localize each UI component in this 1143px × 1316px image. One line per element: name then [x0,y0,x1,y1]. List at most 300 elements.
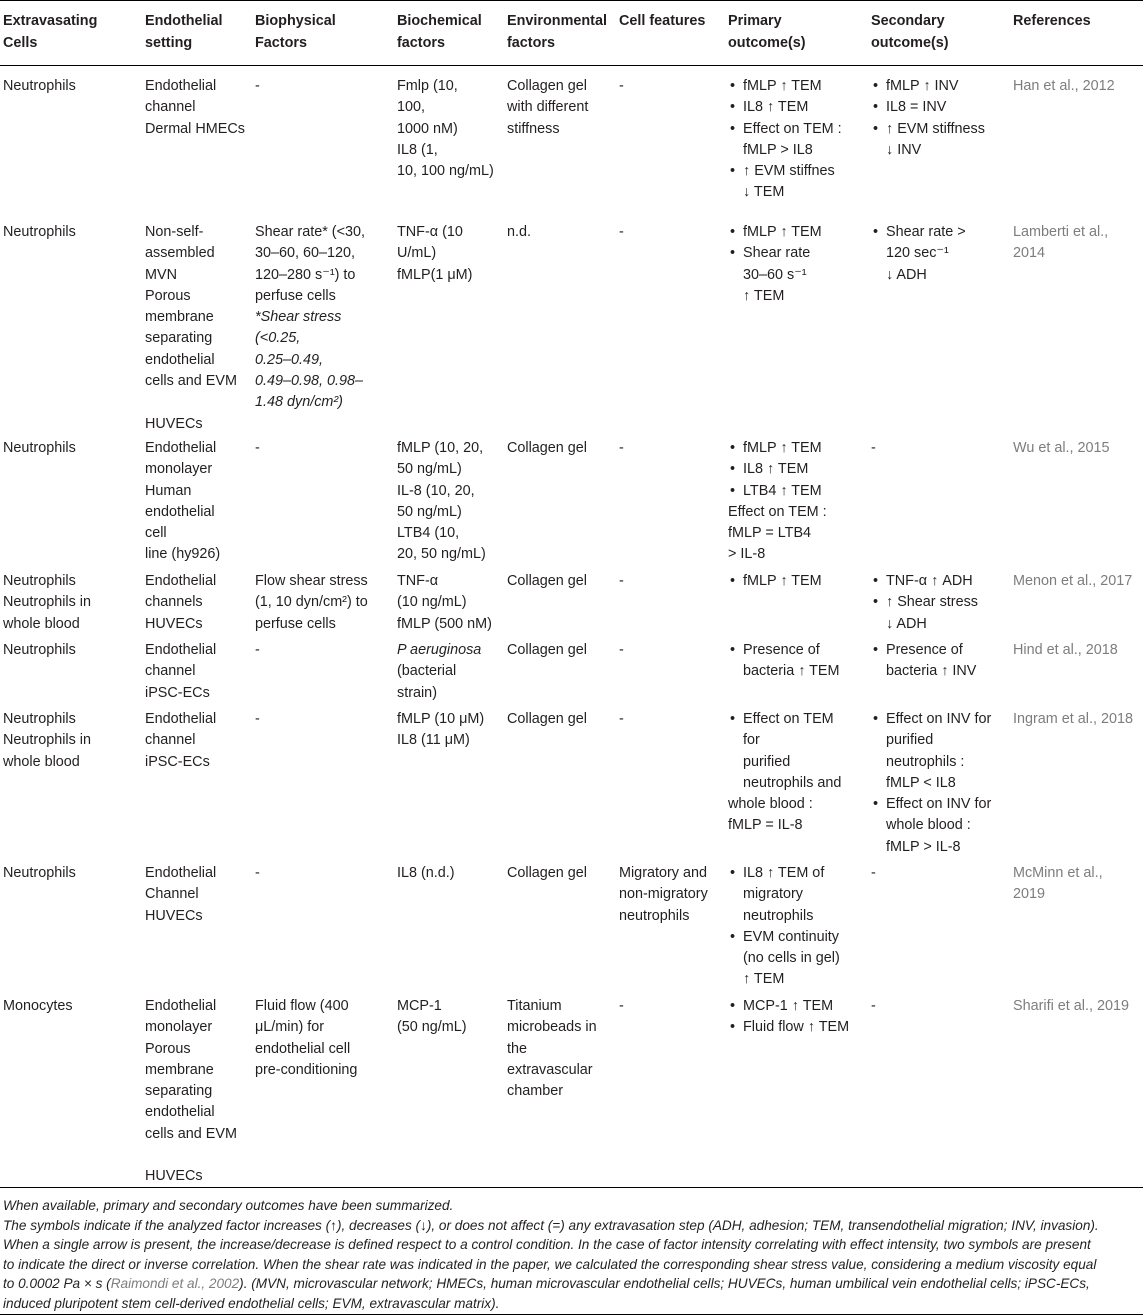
reference-link[interactable]: Lamberti et al., [1013,224,1109,240]
table-row [0,853,1143,986]
header-label: setting [145,34,193,51]
cell-text: HUVECs [145,907,203,924]
cell-text: - [255,711,260,727]
reference-link[interactable]: Han et al., 2012 [1013,78,1115,94]
cell-text: monolayer [145,461,213,478]
footnote-line: When a single arrow is present, the increase/decrease is defined respect to a control condition. In the case of factor intensity correlating with effect intensity, two symbols are present [3,1237,1091,1253]
cell-primary-outcomes [728,863,840,991]
table-row [0,630,1143,699]
cell-cell-features [619,76,624,97]
cell-text: with different [507,99,589,116]
cell-biochemical-factors [397,76,494,182]
cell-text: Porous [145,1040,191,1057]
footnote-line: induced pluripotent stem cell-derived endothelial cells; EVM, extravascular matrix). [3,1295,500,1311]
reference-link[interactable]: Hind et al., 2018 [1013,642,1118,658]
bullet-item: • Effect on INV for [871,794,991,815]
cell-text: (10 ng/mL) [397,594,467,611]
bullet-item: • IL8 ↑ TEM [728,459,827,480]
cell-references[interactable] [1013,640,1118,661]
cell-text: Non-self- [145,224,204,240]
bullet-continuation: neutrophils and [743,774,842,791]
cell-text: neutrophils [619,907,690,924]
cell-text: HUVECs [145,1168,203,1185]
cell-text: - [619,440,624,456]
cell-extravasating-cells [3,222,76,243]
cell-text: HUVECs [145,415,203,432]
header-cell-references [1013,11,1091,33]
cell-text: 1000 nM) [397,120,458,137]
cell-text: Collagen gel [507,642,588,658]
header-cell-biochemical-factors [397,11,482,54]
cell-text: Neutrophils [3,573,76,589]
footnote-text: to 0.0002 Pa × s ( [3,1276,111,1292]
cell-text: Neutrophils in [3,732,91,749]
header-label: Endothelial [145,13,223,29]
cell-text: Human [145,482,192,499]
bullet-continuation: purified [886,732,934,749]
cell-text: - [255,642,260,658]
bullet-item: • Effect on INV for [871,709,991,730]
bullet-continuation: whole blood : [728,796,813,813]
cell-text: stiffness [507,120,560,137]
bullet-item: • EVM continuity [728,927,840,948]
cell-text: pre-conditioning [255,1061,358,1078]
cell-biophysical-factors [255,863,260,884]
cell-environmental-factors [507,863,587,884]
bullet-continuation: for [743,732,760,749]
cell-biophysical-factors [255,76,260,97]
reference-link[interactable]: Wu et al., 2015 [1013,440,1110,456]
header-cell-environmental-factors [507,11,607,54]
bullet-item: • Presence of [728,640,840,661]
cell-text: - [871,865,876,881]
cell-text: cells and EVM [145,373,237,390]
cell-text: perfuse cells [255,287,336,304]
table-row [0,986,1143,1187]
cell-cell-features [619,863,708,927]
cell-text: Migratory and [619,865,707,881]
header-cell-biophysical-factors [255,11,336,54]
cell-secondary-outcomes [871,996,876,1017]
cell-text: Neutrophils [3,642,76,658]
header-label: Biochemical [397,13,482,29]
cell-references[interactable] [1013,709,1133,730]
cell-cell-features [619,996,624,1017]
cell-text: (<0.25, [255,330,301,347]
cell-text: - [619,642,624,658]
reference-link[interactable]: 2019 [1013,886,1046,903]
cell-text: strain) [397,684,437,701]
cell-environmental-factors [507,640,587,661]
cell-environmental-factors [507,438,587,459]
cell-text: IL8 (11 μM) [397,732,470,749]
cell-secondary-outcomes [871,640,976,683]
cell-text: Neutrophils [3,78,76,94]
cell-biophysical-factors [255,709,260,730]
bullet-item: • IL8 ↑ TEM of [728,863,840,884]
cell-text: Collagen gel [507,711,588,727]
cell-references[interactable] [1013,996,1129,1017]
cell-text: fMLP (10, 20, [397,440,484,456]
cell-primary-outcomes [728,438,827,566]
cell-environmental-factors [507,222,531,243]
cell-text: whole blood [3,615,80,632]
cell-text: iPSC-ECs [145,753,210,770]
footnote-line: When available, primary and secondary outcomes have been summarized. [3,1198,454,1213]
bullet-item: • fMLP ↑ TEM [728,222,822,243]
footnote-line [0,1274,1143,1294]
bullet-item: • ↑ EVM stiffness [871,119,985,140]
bullet-continuation: ↑ TEM [743,287,785,304]
cell-text: channel [145,663,196,680]
cell-primary-outcomes [728,640,840,683]
reference-link[interactable]: Sharifi et al., 2019 [1013,998,1129,1014]
cell-secondary-outcomes [871,76,985,161]
cell-text: IL-8 (10, 20, [397,482,475,499]
cell-biochemical-factors [397,571,492,635]
cell-text: Endothelial [145,998,217,1014]
table-header-row [0,0,1143,66]
cell-text: the [507,1040,528,1057]
cell-text: IL8 (1, [397,141,438,158]
cell-text: endothelial [145,503,215,520]
cell-text: separating [145,330,213,347]
cell-text: Neutrophils [3,224,76,240]
cell-primary-outcomes [728,571,822,592]
cell-primary-outcomes [728,709,841,837]
cell-text: endothelial cell [255,1040,351,1057]
cell-text: separating [145,1083,213,1100]
cell-text: assembled [145,245,215,262]
cell-extravasating-cells [3,76,76,97]
cell-environmental-factors [507,996,597,1102]
cell-text [145,392,237,413]
cell-text: (50 ng/mL) [397,1019,467,1036]
cell-biochemical-factors [397,438,486,566]
cell-text: cell [145,525,167,542]
bullet-continuation: ↓ ADH [886,266,927,283]
cell-endothelial-setting [145,709,216,773]
cell-environmental-factors [507,709,587,730]
bullet-continuation: neutrophils [743,907,814,924]
cell-biochemical-factors [397,863,455,884]
cell-text: IL8 (n.d.) [397,865,455,881]
cell-primary-outcomes [728,76,842,204]
cell-extravasating-cells [3,863,76,884]
cell-text: TNF-α [397,573,439,589]
bullet-item: • fMLP ↑ TEM [728,571,822,592]
cell-environmental-factors [507,571,587,592]
bullet-item: • fMLP ↑ TEM [728,76,842,97]
cell-text: HUVECs [145,615,203,632]
reference-link[interactable]: 2014 [1013,245,1046,262]
cell-text: *Shear stress [255,309,342,326]
header-label: References [1013,13,1091,29]
cell-text: μL/min) for [255,1019,325,1036]
cell-text: - [619,78,624,94]
cell-biophysical-factors [255,640,260,661]
cell-extravasating-cells [3,996,73,1017]
header-cell-primary-outcomes [728,11,806,54]
cell-extravasating-cells [3,709,91,773]
cell-text: 30–60, 60–120, [255,245,356,262]
bullet-item: • Fluid flow ↑ TEM [728,1017,849,1038]
bullet-item: • TNF-α ↑ ADH [871,571,978,592]
cell-endothelial-setting [145,222,237,435]
cell-text: - [871,998,876,1014]
cell-text: line (hy926) [145,546,221,563]
cell-text: fMLP (10 μM) [397,711,485,727]
bullet-continuation: bacteria ↑ TEM [743,663,840,680]
bullet-item: • Effect on TEM [728,709,841,730]
cell-text: n.d. [507,224,532,240]
cell-references[interactable] [1013,863,1103,906]
cell-text: 20, 50 ng/mL) [397,546,486,563]
table-row [0,212,1143,432]
bullet-item: • Shear rate [728,243,822,264]
cell-primary-outcomes [728,996,849,1039]
cell-text: - [619,998,624,1014]
bullet-continuation: > IL-8 [728,546,766,563]
cell-environmental-factors [507,76,588,140]
cell-text: 120–280 s⁻¹) to [255,266,356,283]
cell-text: Endothelial [145,642,217,658]
cell-text: Collagen gel [507,78,588,94]
cell-text: - [871,440,876,456]
header-label: Environmental [507,13,607,29]
cell-biophysical-factors [255,222,365,414]
header-label: Biophysical [255,13,336,29]
footnote-line: The symbols indicate if the analyzed factor increases (↑), decreases (↓), or does not affect (=) any extravasation step (ADH, adhesion; TEM, transendothelial migration; INV, invasion). [3,1217,1099,1233]
table-row [0,66,1143,212]
table-footnotes [0,1187,1143,1314]
header-label: Secondary [871,13,945,29]
bullet-continuation: (no cells in gel) [743,950,840,967]
cell-text: 50 ng/mL) [397,503,462,520]
cell-text: - [255,440,260,456]
cell-extravasating-cells [3,438,76,459]
cell-text: Neutrophils [3,440,76,456]
cell-text: Endothelial [145,711,217,727]
cell-text: iPSC-ECs [145,684,210,701]
header-label: Factors [255,34,307,51]
cell-text: - [255,865,260,881]
cell-biochemical-factors [397,709,484,752]
cell-text: endothelial [145,1104,215,1121]
cell-extravasating-cells [3,571,91,635]
cell-biochemical-factors [397,996,467,1039]
table-row [0,561,1143,630]
footnote-line: to indicate the direct or inverse correlation. When the shear rate was indicated in the paper, we calculated the corresponding shear stress value, considering a medium viscosity equal [3,1256,1097,1272]
bullet-item: • LTB4 ↑ TEM [728,481,827,502]
bullet-continuation: neutrophils : [886,753,965,770]
bullet-continuation: ↑ TEM [743,971,785,988]
cell-text: channels [145,594,203,611]
header-label: factors [507,34,555,51]
bullet-continuation: 120 sec⁻¹ [886,245,949,262]
header-label: outcome(s) [871,34,949,51]
cell-cell-features [619,709,624,730]
header-cell-secondary-outcomes [871,11,949,54]
footnote-text: ). (MVN, microvascular network; HMECs, human microvascular endothelial cells; HUVECs, human umbilical vein endothelial cells; iPSC-ECs, [239,1276,1090,1292]
header-cell-extravasating-cells [3,11,97,54]
cell-text: Collagen gel [507,573,588,589]
cell-text: perfuse cells [255,615,336,632]
header-label: Extravasating [3,13,98,29]
cell-extravasating-cells [3,640,76,661]
bullet-continuation: ↓ INV [886,141,922,158]
bullet-continuation: fMLP > IL-8 [886,838,961,855]
cell-text: Fmlp (10, [397,78,458,94]
cell-text: microbeads in [507,1019,597,1036]
cell-biophysical-factors [255,996,357,1081]
cell-secondary-outcomes [871,863,876,884]
cell-endothelial-setting [145,438,220,566]
cell-text: - [255,78,260,94]
cell-text: P aeruginosa [397,642,482,658]
header-label: Primary [728,13,782,29]
cell-secondary-outcomes [871,571,978,635]
header-label: Cell features [619,13,706,29]
cell-text: channel [145,732,196,749]
cell-text: 0.25–0.49, [255,351,324,368]
cell-endothelial-setting [145,863,216,927]
cell-text: cells and EVM [145,1125,237,1142]
bullet-continuation: fMLP > IL8 [743,141,813,158]
cell-cell-features [619,438,624,459]
cell-text: fMLP (500 nM) [397,615,492,632]
header-label: outcome(s) [728,34,806,51]
cell-references[interactable] [1013,76,1115,97]
cell-text: Fluid flow (400 [255,998,349,1014]
cell-text [145,1145,237,1166]
cell-secondary-outcomes [871,438,876,459]
cell-text: Porous [145,287,191,304]
cell-text: Titanium [507,998,562,1014]
cell-text: Endothelial [145,78,217,94]
cell-references[interactable] [1013,222,1108,265]
reference-link[interactable]: McMinn et al., [1013,865,1103,881]
bullet-item: • MCP-1 ↑ TEM [728,996,849,1017]
cell-endothelial-setting [145,640,216,704]
cell-text: endothelial [145,351,215,368]
cell-text: channel [145,99,196,116]
bullet-item: • ↑ EVM stiffnes [728,161,842,182]
cell-text: Endothelial [145,440,217,456]
bullet-item: • Shear rate > [871,222,966,243]
cell-text: MVN [145,266,177,283]
bullet-continuation: 30–60 s⁻¹ [743,266,807,283]
cell-text: 100, [397,99,426,116]
bullet-item: • IL8 = INV [871,97,985,118]
cell-text: Endothelial [145,865,217,881]
cell-references[interactable] [1013,571,1132,592]
bullet-continuation: purified [743,753,791,770]
cell-endothelial-setting [145,996,237,1188]
header-cell-endothelial-setting [145,11,223,54]
cell-text: 10, 100 ng/mL) [397,163,494,180]
cell-text: non-migratory [619,886,708,903]
cell-references[interactable] [1013,438,1110,459]
cell-biophysical-factors [255,438,260,459]
header-cell-cell-features [619,11,705,33]
cell-text: Neutrophils [3,711,76,727]
table-bottom-rule [0,1314,1143,1315]
cell-text: 0.49–0.98, 0.98– [255,373,364,390]
cell-cell-features [619,222,624,243]
cell-text: membrane [145,1061,214,1078]
cell-text: Dermal HMECs [145,120,245,137]
bullet-continuation: whole blood : [886,817,971,834]
cell-text: extravascular [507,1061,593,1078]
bullet-continuation: Effect on TEM : [728,503,827,520]
table-row [0,428,1143,561]
bullet-item: • fMLP ↑ INV [871,76,985,97]
cell-text: - [619,711,624,727]
cell-text: - [619,573,624,589]
cell-biochemical-factors [397,222,472,286]
cell-cell-features [619,571,624,592]
cell-text: Neutrophils [3,865,76,881]
cell-text: monolayer [145,1019,213,1036]
table-row [0,699,1143,853]
header-label: factors [397,34,445,51]
cell-text: U/mL) [397,245,437,262]
reference-link[interactable]: Ingram et al., 2018 [1013,711,1133,727]
cell-text: chamber [507,1083,563,1100]
reference-link[interactable]: Menon et al., 2017 [1013,573,1133,589]
cell-text: whole blood [3,753,80,770]
cell-text: Shear rate* (<30, [255,224,365,240]
bullet-item: • Presence of [871,640,976,661]
bullet-item: • Effect on TEM : [728,119,842,140]
cell-primary-outcomes [728,222,822,307]
cell-endothelial-setting [145,571,216,635]
bullet-continuation: migratory [743,886,803,903]
bullet-continuation: fMLP < IL8 [886,774,956,791]
cell-text: 1.48 dyn/cm²) [255,394,343,411]
cell-secondary-outcomes [871,709,991,858]
cell-text: (bacterial [397,663,457,680]
bullet-item: • IL8 ↑ TEM [728,97,842,118]
bullet-item: • fMLP ↑ TEM [728,438,827,459]
cell-biophysical-factors [255,571,368,635]
bullet-continuation: ↓ ADH [886,615,927,632]
cell-biochemical-factors [397,640,481,704]
footnote-reference-link[interactable]: Raimondi et al., 2002 [110,1276,240,1292]
bullet-continuation: ↓ TEM [743,184,785,201]
cell-cell-features [619,640,624,661]
cell-text: LTB4 (10, [397,525,460,542]
cell-text: fMLP(1 μM) [397,266,473,283]
cell-text: Collagen gel [507,865,588,881]
cell-text: (1, 10 dyn/cm²) to [255,594,368,611]
cell-text: Endothelial [145,573,217,589]
cell-text: membrane [145,309,214,326]
bullet-continuation: fMLP = LTB4 [728,525,812,542]
cell-text: Neutrophils in [3,594,91,611]
cell-text: Monocytes [3,998,73,1014]
cell-text: 50 ng/mL) [397,461,462,478]
cell-secondary-outcomes [871,222,966,286]
cell-endothelial-setting [145,76,245,140]
cell-text: Collagen gel [507,440,588,456]
cell-text: - [619,224,624,240]
bullet-continuation: bacteria ↑ INV [886,663,977,680]
cell-text: TNF-α (10 [397,224,463,240]
header-label: Cells [3,34,38,51]
bullet-item: • ↑ Shear stress [871,592,978,613]
